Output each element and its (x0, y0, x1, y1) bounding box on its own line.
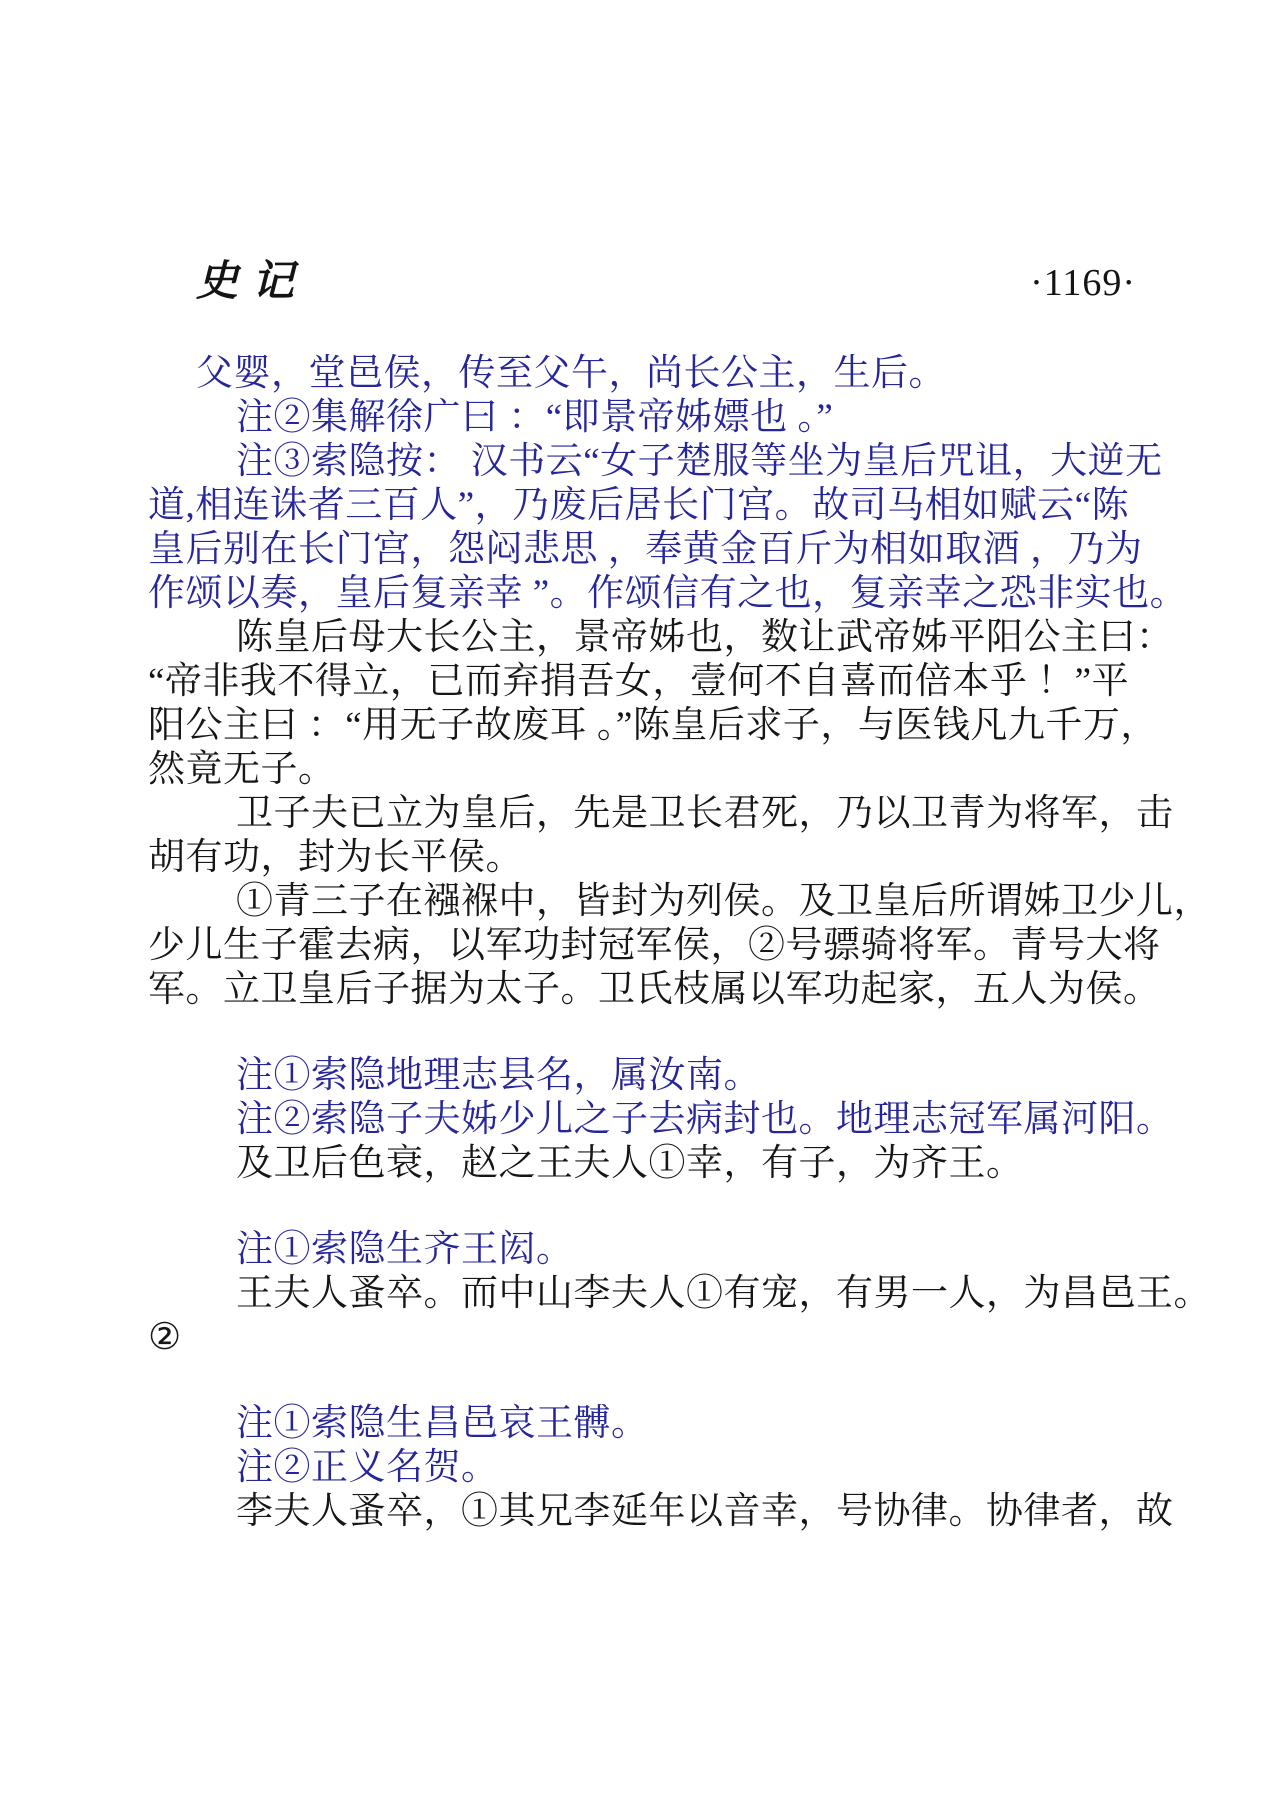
text-line: 陈皇后母大长公主，景帝姊也，数让武帝姊平阳公主曰： (236, 617, 1174, 658)
annotation-line: 父婴，堂邑侯，传至父午，尚长公主，生后。 (196, 353, 946, 394)
annotation-line: 注②集解徐广曰 ：“即景帝姊嫖也 。” (236, 397, 834, 438)
text-line: 阳公主曰 ：“用无子故废耳 。”陈皇后求子，与医钱凡九千万， (148, 705, 1158, 746)
text-line: 李夫人蚤卒，①其兄李延年以音幸，号协律。协律者，故 (236, 1491, 1174, 1532)
page-header (148, 248, 1136, 308)
annotation-line: 注②正义名贺。 (236, 1447, 499, 1488)
text-line: 少儿生子霍去病，以军功封冠军侯，②号骠骑将军。青号大将 (148, 925, 1161, 966)
text-line: 王夫人蚤卒。而中山李夫人①有宠，有男一人，为昌邑王。 (236, 1273, 1211, 1314)
page-number: ·1169· (1030, 262, 1136, 304)
annotation-line: 皇后别在长门宫，怨闷悲思 ，奉黄金百斤为相如取酒 ，乃为 (148, 529, 1143, 570)
annotation-line: 道,相连诛者三百人”，乃废后居长门宫。故司马相如赋云“陈 (148, 485, 1130, 526)
text-line: 然竟无子。 (148, 749, 336, 790)
book-title: 史记 (196, 259, 309, 305)
annotation-line: 注①索隐地理志县名，属汝南。 (236, 1055, 761, 1096)
annotation-line: 注②索隐子夫姊少儿之子去病封也。地理志冠军属河阳。 (236, 1099, 1174, 1140)
text-line: 军。立卫皇后子据为太子。卫氏枝属以军功起家，五人为侯。 (148, 969, 1161, 1010)
text-line: 胡有功，封为长平侯。 (148, 837, 523, 878)
annotation-line: 注③索隐按： 汉书云“女子楚服等坐为皇后咒诅，大逆无 (236, 441, 1163, 482)
text-line: ② (148, 1317, 182, 1358)
text-line: 及卫后色衰，赵之王夫人①幸，有子，为齐王。 (236, 1143, 1024, 1184)
annotation-line: 注①索隐生齐王闳。 (236, 1229, 574, 1270)
annotation-line: 注①索隐生昌邑哀王髆。 (236, 1403, 649, 1444)
text-line: 卫子夫已立为皇后，先是卫长君死，乃以卫青为将军，击 (236, 793, 1174, 834)
text-line: “帝非我不得立，已而弃捐吾女，壹何不自喜而倍本乎 ！”平 (148, 661, 1130, 702)
text-line: ①青三子在襁褓中，皆封为列侯。及卫皇后所谓姊卫少儿， (236, 881, 1211, 922)
page-body (148, 352, 1211, 1534)
annotation-line: 作颂以奏，皇后复亲幸 ”。作颂信有之也，复亲幸之恐非实也。 (148, 573, 1188, 614)
